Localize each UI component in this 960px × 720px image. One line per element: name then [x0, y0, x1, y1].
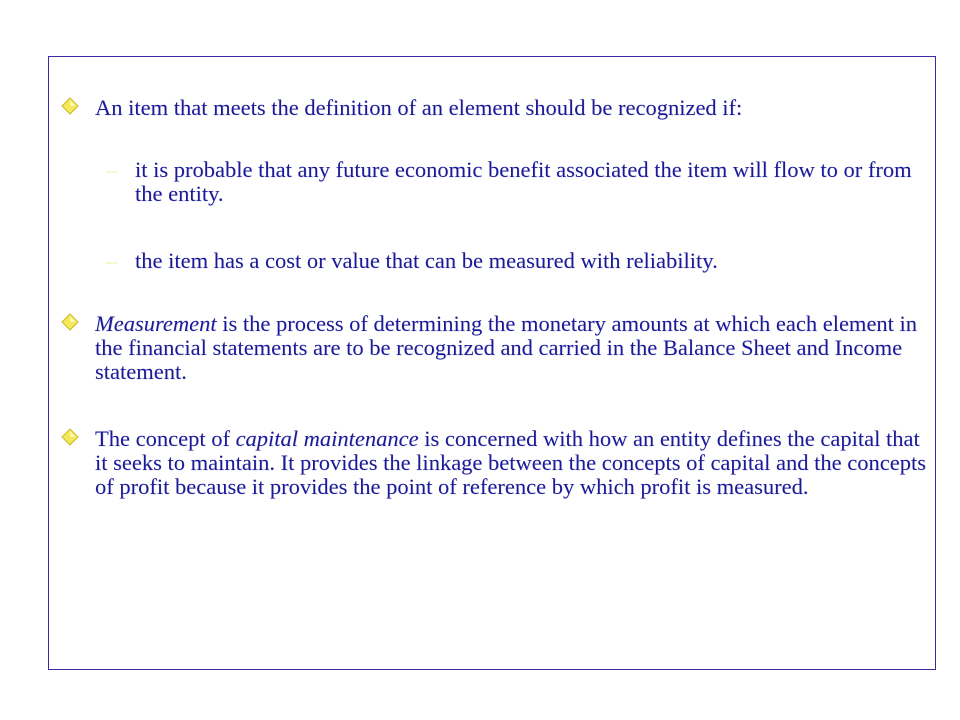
- sub-item-reliable-measure: the item has a cost or value that can be measured with reliability.: [135, 248, 718, 273]
- bullet-text-recognition: An item that meets the definition of an element should be recognized if:: [95, 95, 743, 120]
- capital-prefix: The concept of: [95, 426, 236, 451]
- bullet-text-measurement: [95, 312, 931, 384]
- term-measurement: Measurement: [95, 311, 217, 336]
- dash-icon: –: [106, 157, 117, 182]
- bullet-text-capital-maintenance: [95, 427, 931, 499]
- diamond-bullet-icon: [61, 428, 83, 450]
- measurement-definition: is the process of determining the monetary amounts at which each element in the financial statements are to be recognized and carried in the Balance Sheet and Income statement.: [95, 311, 918, 384]
- term-capital-maintenance: capital maintenance: [235, 426, 419, 451]
- diamond-bullet-icon: [61, 97, 83, 119]
- diamond-bullet-icon: [61, 313, 83, 335]
- sub-item-probable-benefit: it is probable that any future economic benefit associated the item will flow to or from the entity.: [135, 157, 912, 206]
- dash-icon: –: [106, 248, 117, 273]
- capital-definition: is concerned with how an entity defines the capital that it seeks to maintain. It provides the linkage between the concepts of capital and the concepts of profit because it provides the point of reference by which profit is measured.: [95, 426, 926, 499]
